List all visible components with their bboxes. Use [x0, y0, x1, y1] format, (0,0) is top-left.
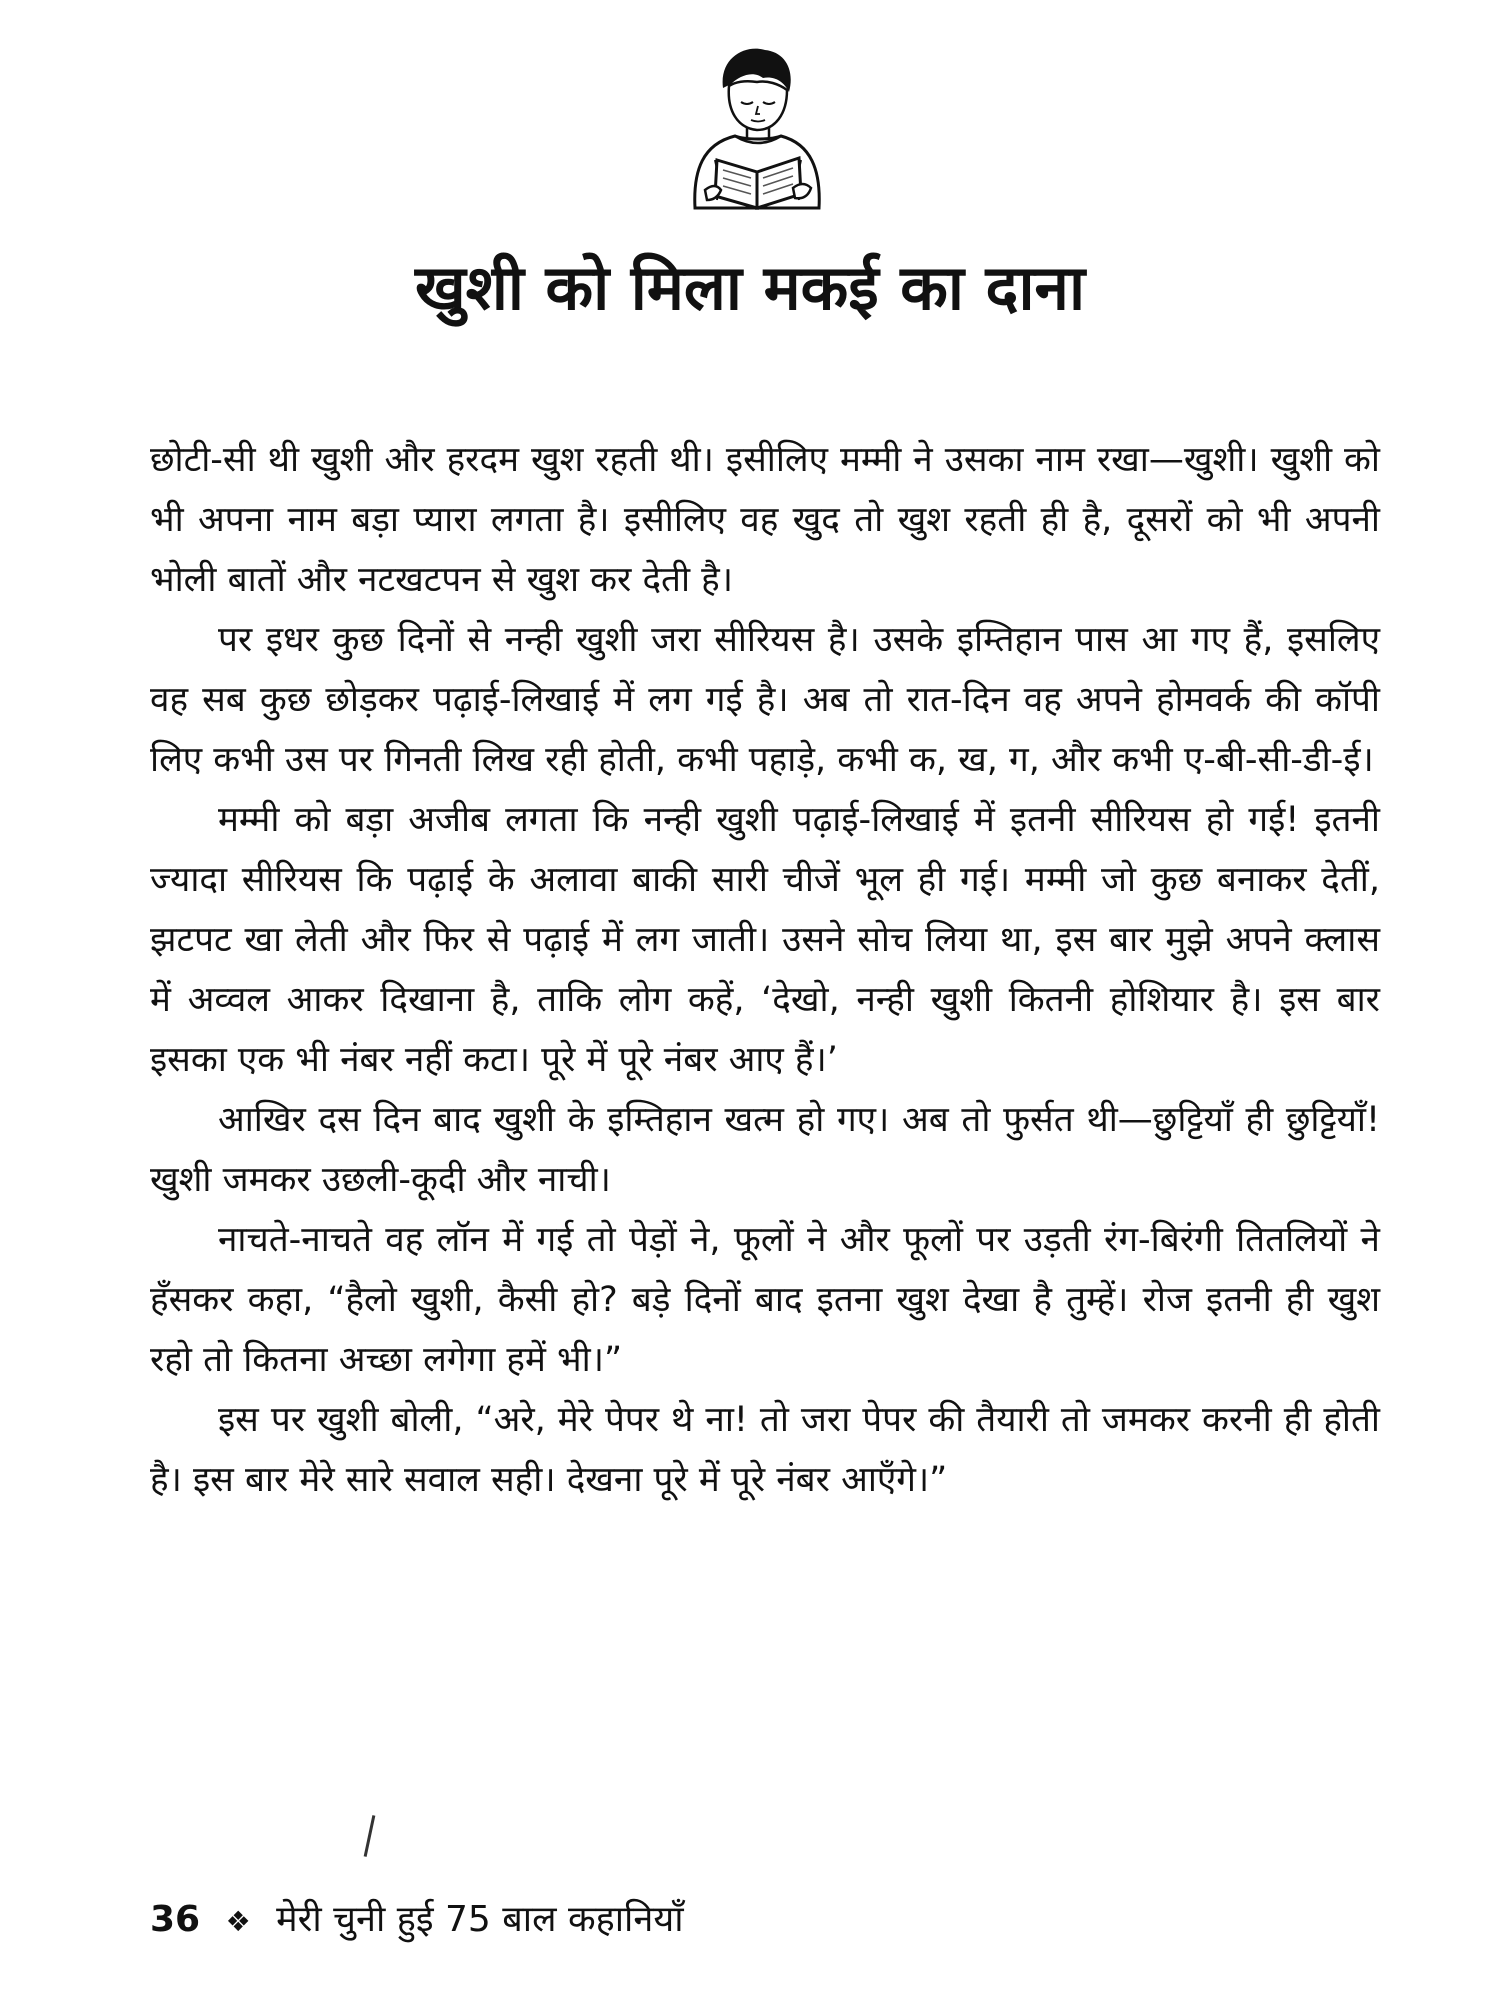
- paragraph: मम्मी को बड़ा अजीब लगता कि नन्ही खुशी पढ़ाई-लिखाई में इतनी सीरियस हो गई! इतनी ज्यादा सीरियस कि पढ़ाई के अलावा बाकी सारी चीजें भूल ही गई। मम्मी जो कुछ बनाकर देतीं, झटपट खा लेती और फिर से पढ़ाई में लग जाती। उसने सोच लिया था, इस बार मुझे अपने क्लास में अव्वल आकर दिखाना है, ताकि लोग कहें, ‘देखो, नन्ही खुशी कितनी होशियार है। इस बार इसका एक भी नंबर नहीं कटा। पूरे में पूरे नंबर आए हैं।’: [150, 800, 1380, 1080]
- stray-pen-mark: [364, 1815, 376, 1857]
- book-title: मेरी चुनी हुई 75 बाल कहानियाँ: [276, 1899, 684, 1940]
- paragraph: छोटी-सी थी खुशी और हरदम खुश रहती थी। इसीलिए मम्मी ने उसका नाम रखा—खुशी। खुशी को भी अपना नाम बड़ा प्यारा लगता है। इसीलिए वह खुद तो खुश रहती ही है, दूसरों को भी अपनी भोली बातों और नटखटपन से खुश कर देती है।: [150, 440, 1380, 600]
- paragraph: नाचते-नाचते वह लॉन में गई तो पेड़ों ने, फूलों ने और फूलों पर उड़ती रंग-बिरंगी तितलियों ने हँसकर कहा, “हैलो खुशी, कैसी हो? बड़े दिनों बाद इतना खुश देखा है तुम्हें। रोज इतनी ही खुश रहो तो कितना अच्छा लगेगा हमें भी।”: [150, 1220, 1380, 1380]
- boy-reading-illustration: [675, 40, 835, 210]
- paragraph: पर इधर कुछ दिनों से नन्ही खुशी जरा सीरियस है। उसके इम्तिहान पास आ गए हैं, इसलिए वह सब कुछ छोड़कर पढ़ाई-लिखाई में लग गई है। अब तो रात-दिन वह अपने होमवर्क की कॉपी लिए कभी उस पर गिनती लिख रही होती, कभी पहाड़े, कभी क, ख, ग, और कभी ए-बी-सी-डी-ई।: [150, 620, 1380, 780]
- paragraph: आखिर दस दिन बाद खुशी के इम्तिहान खत्म हो गए। अब तो फुर्सत थी—छुट्टियाँ ही छुट्टियाँ! खुशी जमकर उछली-कूदी और नाची।: [150, 1100, 1380, 1200]
- story-body: [150, 430, 1380, 1510]
- page-footer: [150, 1895, 684, 1947]
- separator-ornament-icon: ❖: [225, 1905, 251, 1938]
- page-number: 36: [150, 1899, 201, 1940]
- story-title: खुशी को मिला मकई का दाना: [414, 251, 1086, 324]
- paragraph: इस पर खुशी बोली, “अरे, मेरे पेपर थे ना! तो जरा पेपर की तैयारी तो जमकर करनी ही होती है। इस बार मेरे सारे सवाल सही। देखना पूरे में पूरे नंबर आएँगे।”: [150, 1400, 1380, 1500]
